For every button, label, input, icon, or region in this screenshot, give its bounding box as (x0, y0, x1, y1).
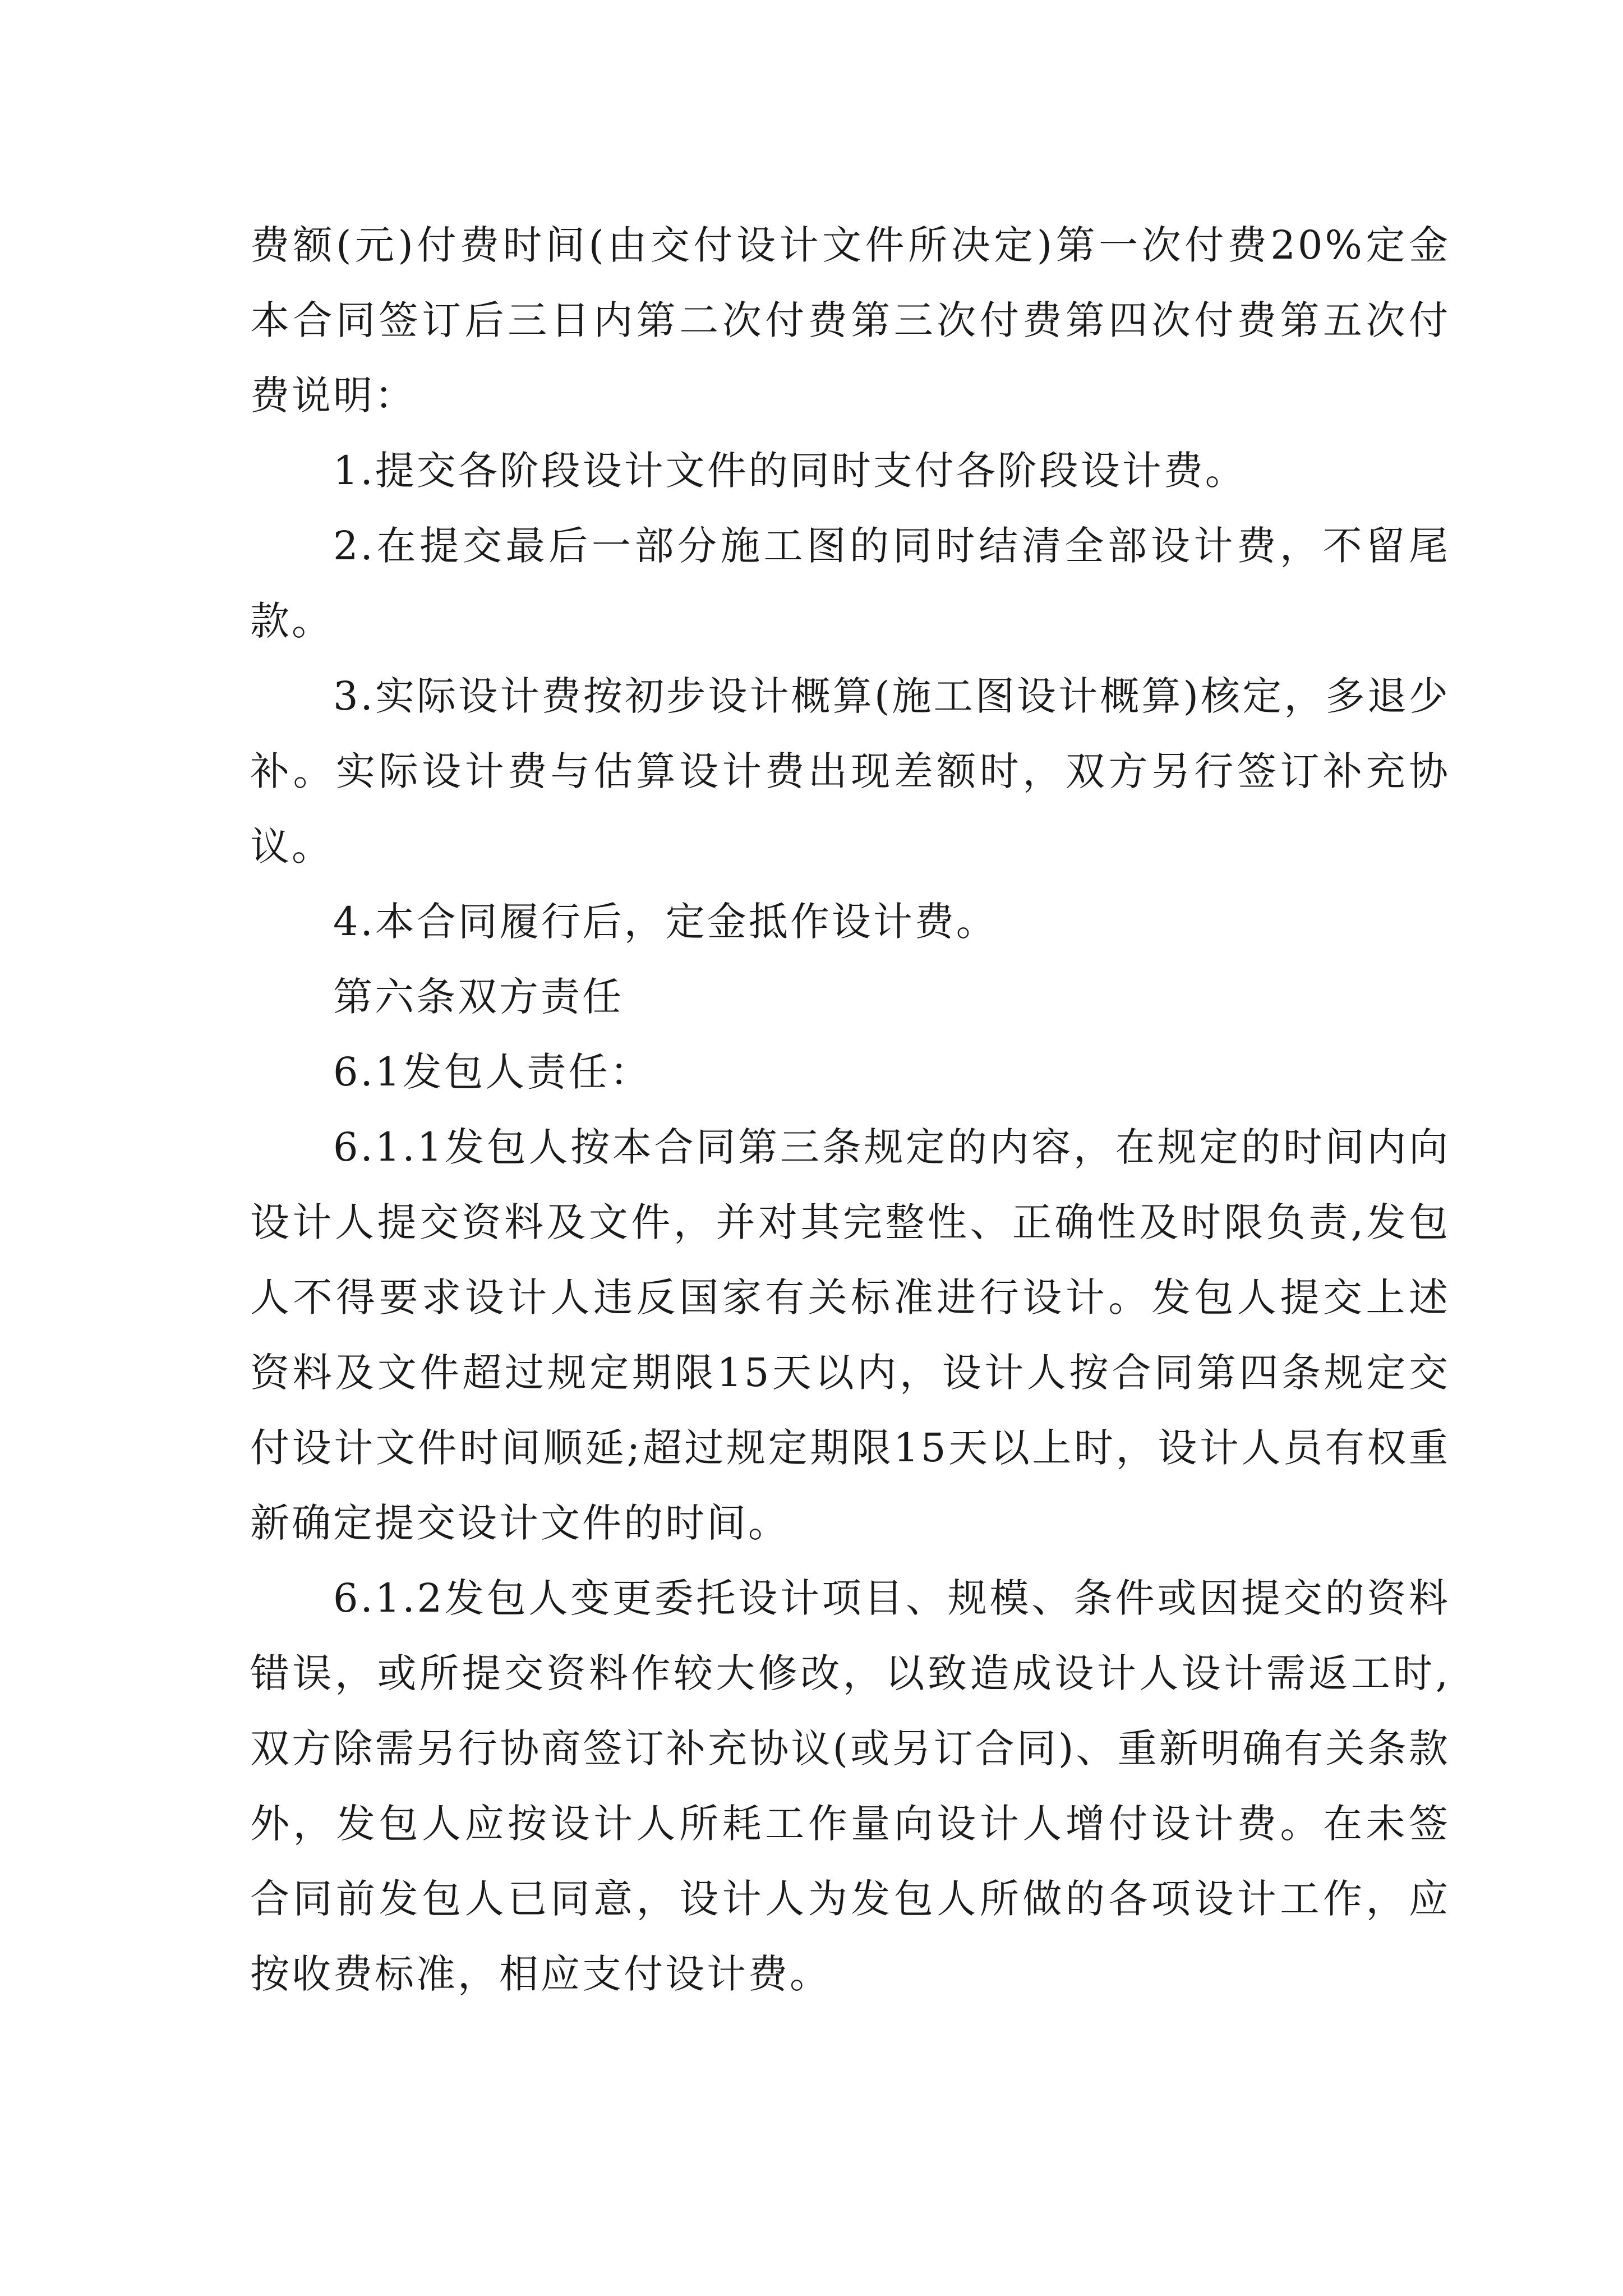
clause-6-1-2: 6.1.2发包人变更委托设计项目、规模、条件或因提交的资料错误，或所提交资料作较大修改，以致造成设计人设计需返工时,双方除需另行协商签订补充协议(或另订合同)、重新明确有关条款外，发包人应按设计人所耗工作量向设计人增付设计费。在未签合同前发包人已同意，设计人为发包人所做的各项设计工作，应按收费标准，相应支付设计费。 (250, 1575, 1450, 1997)
paragraph-item-4: 4.本合同履行后，定金抵作设计费。 (333, 899, 998, 945)
document-body (250, 208, 1450, 2012)
paragraph-item-2: 2.在提交最后一部分施工图的同时结清全部设计费，不留尾款。 (250, 523, 1450, 644)
subsection-heading-6-1: 6.1发包人责任： (333, 1049, 652, 1095)
paragraph-fee-schedule: 费额(元)付费时间(由交付设计文件所决定)第一次付费20%定金本合同签订后三日内第二次付费第三次付费第四次付费第五次付费说明： (250, 222, 1450, 418)
paragraph-item-3: 3.实际设计费按初步设计概算(施工图设计概算)核定，多退少补。实际设计费与估算设计费出现差额时，双方另行签订补充协议。 (250, 673, 1450, 869)
section-heading-article-6: 第六条双方责任 (333, 974, 624, 1020)
paragraph-item-1: 1.提交各阶段设计文件的同时支付各阶段设计费。 (333, 448, 1247, 494)
clause-6-1-1: 6.1.1发包人按本合同第三条规定的内容，在规定的时间内向设计人提交资料及文件，并对其完整性、正确性及时限负责,发包人不得要求设计人违反国家有关标准进行设计。发包人提交上述资料及文件超过规定期限15天以内，设计人按合同第四条规定交付设计文件时间顺延;超过规定期限15天以上时，设计人员有权重新确定提交设计文件的时间。 (250, 1124, 1450, 1546)
